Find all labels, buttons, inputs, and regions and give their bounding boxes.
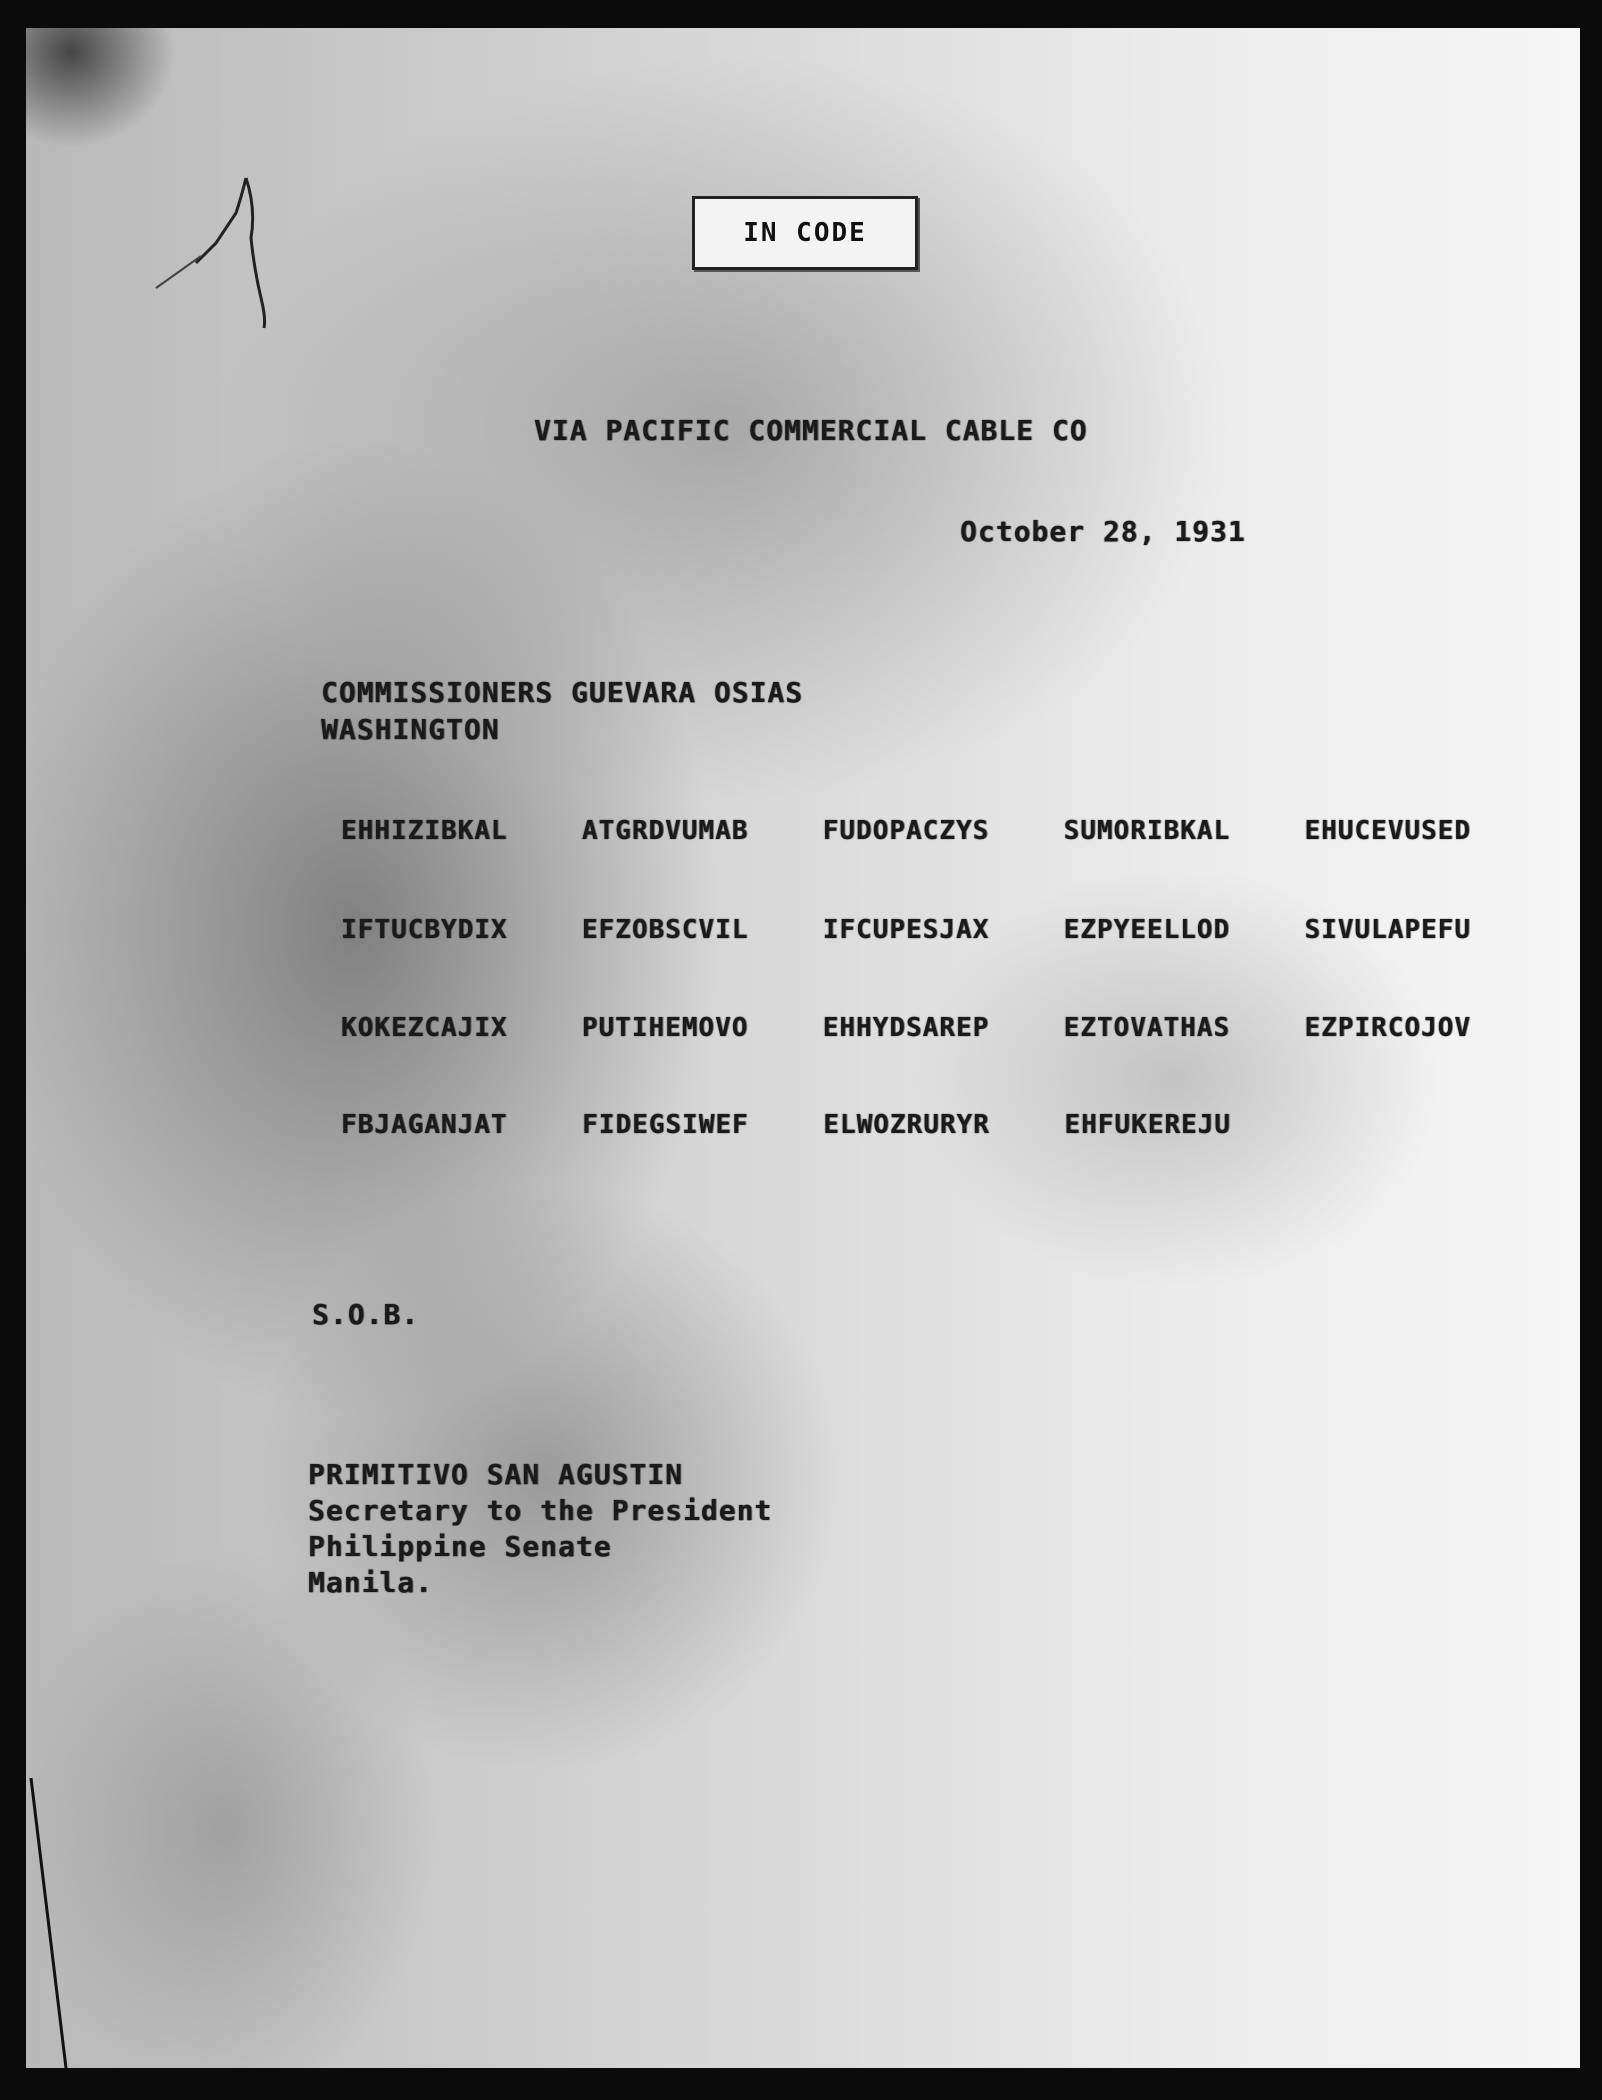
- code-group: PUTIHEMOVO: [581, 1013, 749, 1043]
- code-group: KOKEZCAJIX: [341, 1013, 508, 1043]
- code-group: IFCUPESJAX: [822, 915, 990, 945]
- code-group: EZPYEELLOD: [1063, 915, 1231, 945]
- code-row-2: [341, 915, 1471, 945]
- addressee-line-2: WASHINGTON: [321, 713, 500, 746]
- code-group: EFZOBSCVIL: [581, 915, 749, 945]
- signature-org: Philippine Senate: [308, 1530, 612, 1563]
- stain-corner: [26, 28, 176, 148]
- code-group: EHUCEVUSED: [1304, 816, 1471, 846]
- code-row-4: [341, 1110, 1231, 1140]
- in-code-stamp: [692, 196, 918, 270]
- signature-place: Manila.: [308, 1566, 434, 1599]
- code-group: EHFUKEREJU: [1064, 1110, 1231, 1140]
- code-group: EZTOVATHAS: [1063, 1013, 1231, 1043]
- scan-edge-line: [26, 1778, 86, 2068]
- code-row-3: [341, 1013, 1471, 1043]
- stamp-text: IN CODE: [743, 218, 867, 248]
- signature-title: Secretary to the President: [308, 1494, 773, 1527]
- code-group: SUMORIBKAL: [1063, 816, 1231, 846]
- sob-abbrev: S.O.B.: [312, 1298, 420, 1331]
- code-group: FIDEGSIWEF: [582, 1110, 749, 1140]
- date: October 28, 1931: [960, 515, 1246, 548]
- code-group: EHHYDSAREP: [822, 1013, 990, 1043]
- paper-crack-mark: [146, 168, 286, 338]
- addressee-line-1: COMMISSIONERS GUEVARA OSIAS: [321, 676, 804, 709]
- code-group: EHHIZIBKAL: [341, 816, 508, 846]
- document-page: [26, 28, 1580, 2068]
- code-group: SIVULAPEFU: [1304, 915, 1471, 945]
- code-group: ELWOZRURYR: [823, 1110, 990, 1140]
- code-group: EZPIRCOJOV: [1304, 1013, 1471, 1043]
- code-row-1: [341, 816, 1471, 846]
- signature-name: PRIMITIVO SAN AGUSTIN: [308, 1458, 684, 1491]
- code-group: IFTUCBYDIX: [341, 915, 508, 945]
- code-group: FUDOPACZYS: [822, 816, 990, 846]
- via-line: VIA PACIFIC COMMERCIAL CABLE CO: [534, 414, 1088, 447]
- code-group: ATGRDVUMAB: [581, 816, 749, 846]
- code-group: FBJAGANJAT: [341, 1110, 508, 1140]
